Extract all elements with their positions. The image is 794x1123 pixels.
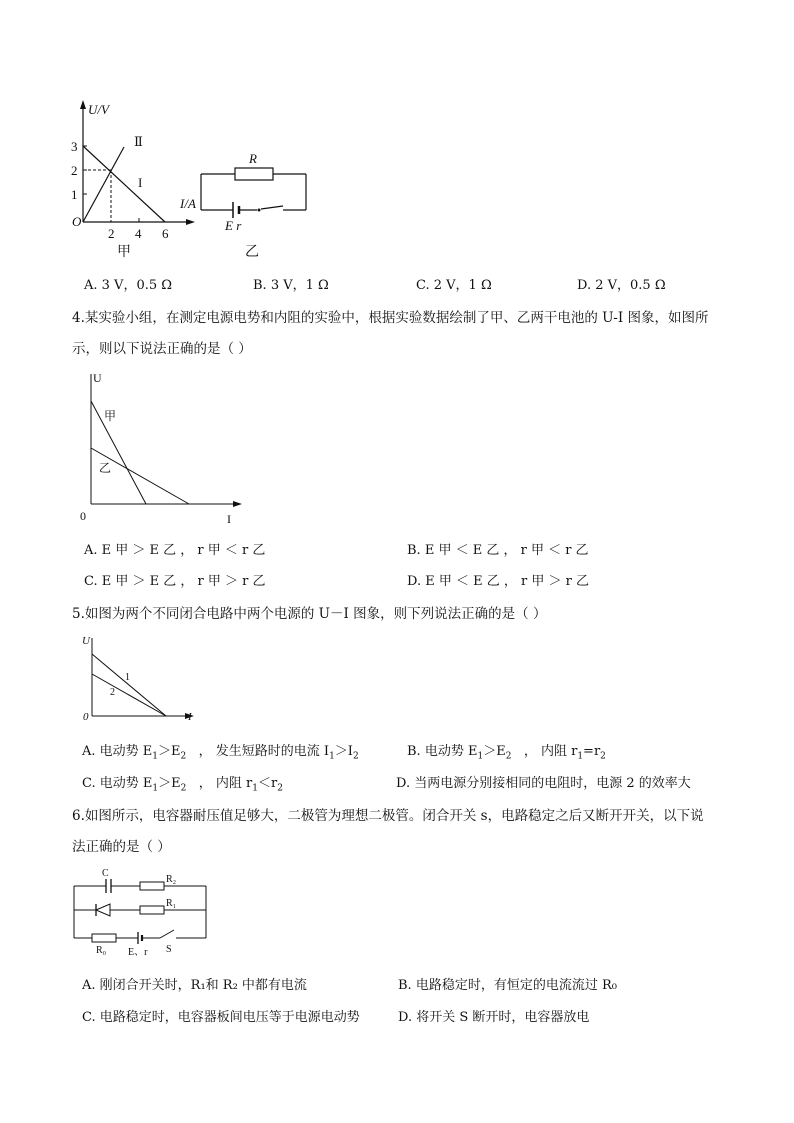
q4-origin: 0 <box>80 509 86 523</box>
label-er: E、r <box>128 947 148 958</box>
q5-option-a: A. 电动势 $E_1>E_2$ ， 发生短路时的电流 $I_1>I_2$ <box>82 744 359 762</box>
q3-option-d: D. 2 V，0.5 Ω <box>577 278 666 293</box>
q5-axis-u: U <box>82 635 90 647</box>
q6-stem-line1: 6.如图所示，电容器耐压值足够大，二极管为理想二极管。闭合开关 s，电路稳定之后又断开开关，以下说 <box>72 808 704 824</box>
q3-option-c: C. 2 V，1 Ω <box>416 278 492 293</box>
q3-option-b: B. 3 V，1 Ω <box>253 278 329 293</box>
q4-figure <box>76 368 246 528</box>
caption-yi: 乙 <box>245 245 259 260</box>
xtick-4: 4 <box>135 226 142 241</box>
q6-option-d: D. 将开关 S 断开时，电容器放电 <box>398 1010 590 1025</box>
figure-1-circuit <box>195 150 315 260</box>
q5-option-b: B. 电动势 $E_1>E_2$ ， 内阻 $r_1=r_2$ <box>407 744 606 762</box>
label-r1: R₁ <box>166 898 177 909</box>
source-label: E r <box>225 218 242 233</box>
origin-label: O <box>72 214 82 229</box>
q4-option-b: B. E 甲 ＜ E 乙 ， r 甲 ＜ r 乙 <box>407 543 589 558</box>
q4-axis-i: I <box>227 512 231 526</box>
ytick-3: 3 <box>71 139 78 154</box>
q6-option-b: B. 电路稳定时，有恒定的电流流过 R₀ <box>398 978 617 993</box>
label-r0: R₀ <box>96 945 107 956</box>
q4-stem-line2: 示，则以下说法正确的是（ ） <box>72 341 252 357</box>
q4-option-a: A. E 甲 ＞ E 乙 ， r 甲 ＜ r 乙 <box>84 543 266 558</box>
q4-axis-u: U <box>93 371 102 385</box>
q4-option-d: D. E 甲 ＜ E 乙 ， r 甲 ＞ r 乙 <box>407 574 589 589</box>
label-s: S <box>166 944 172 955</box>
q5-line-1: 1 <box>125 672 130 683</box>
q6-stem-line2: 法正确的是（ ） <box>72 839 171 855</box>
caption-jia: 甲 <box>117 245 131 260</box>
xtick-2: 2 <box>108 226 115 241</box>
q5-origin: 0 <box>83 711 89 723</box>
q4-option-c: C. E 甲 ＞ E 乙 ， r 甲 ＞ r 乙 <box>84 574 266 589</box>
axis-label-i: I/A <box>180 196 196 211</box>
label-c: C <box>102 868 109 879</box>
axis-label-u: U/V <box>88 102 109 117</box>
q5-option-d: D. 当两电源分别接相同的电阻时，电源 2 的效率大 <box>396 776 691 791</box>
q5-stem-line1: 5.如图为两个不同闭合电路中两个电源的 U－I 图象，则下列说法正确的是（ ） <box>72 606 547 622</box>
q5-option-c: C. 电动势 $E_1>E_2$ ， 内阻 $r_1<r_2$ <box>82 776 283 794</box>
q3-option-a: A. 3 V，0.5 Ω <box>84 278 173 293</box>
q4-label-jia: 甲 <box>104 409 117 423</box>
line-label-ii: Ⅱ <box>134 134 143 149</box>
q4-label-yi: 乙 <box>99 461 112 475</box>
ytick-1: 1 <box>71 187 78 202</box>
figure-1-ui-graph <box>62 98 196 260</box>
q6-circuit-figure <box>70 866 220 958</box>
q6-option-a: A. 刚闭合开关时，R₁和 R₂ 中都有电流 <box>82 978 307 993</box>
label-r2: R₂ <box>166 874 177 885</box>
q6-option-c: C. 电路稳定时，电容器板间电压等于电源电动势 <box>82 1010 360 1025</box>
q5-axis-i: I <box>188 711 192 723</box>
xtick-6: 6 <box>162 226 169 241</box>
resistor-label: R <box>249 151 257 166</box>
q5-line-2: 2 <box>110 687 115 698</box>
ytick-2: 2 <box>71 163 78 178</box>
line-label-i: I <box>138 175 143 190</box>
q4-stem-line1: 4.某实验小组，在测定电源电势和内阻的实验中，根据实验数据绘制了甲、乙两干电池的 U-I 图象，如图所 <box>72 310 709 326</box>
q5-figure <box>78 632 198 727</box>
